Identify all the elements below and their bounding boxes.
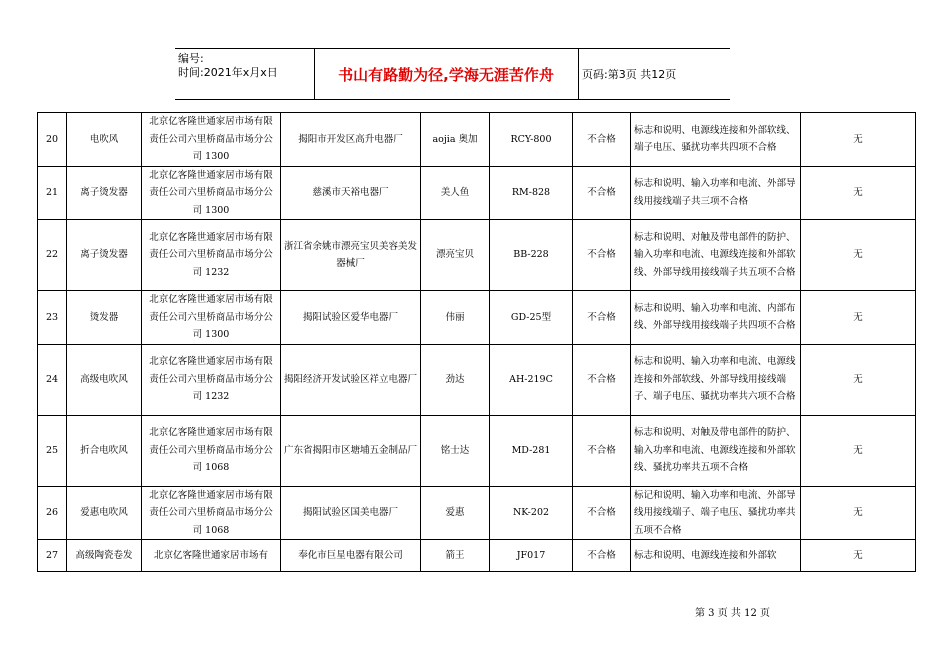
model-number: NK-202 (490, 486, 573, 540)
row-number: 24 (38, 344, 67, 415)
product-name: 折合电吹风 (67, 415, 142, 486)
header-slogan: 书山有路勤为径,学海无涯苦作舟 (338, 65, 554, 84)
seller-name: 北京亿客隆世通家居市场有限责任公司六里桥商品市场分公司 1300 (142, 291, 281, 345)
serial-label: 编号: (178, 52, 204, 65)
seller-name: 北京亿客隆世通家居市场有限责任公司六里桥商品市场分公司 1300 (142, 113, 281, 167)
product-name: 高级电吹风 (67, 344, 142, 415)
row-number: 20 (38, 113, 67, 167)
product-name: 离子烫发器 (67, 166, 142, 220)
row-number: 25 (38, 415, 67, 486)
table-row (38, 415, 916, 486)
model-number: AH-219C (490, 344, 573, 415)
model-number: RCY-800 (490, 113, 573, 167)
failed-items: 标志和说明、电源线连接和外部软 (631, 540, 801, 572)
date-label: 时间:2021年x月x日 (178, 66, 278, 79)
failed-items: 标志和说明、输入功率和电流、电源线连接和外部软线、外部导线用接线端子、端子电压、骚扰功率共六项不合格 (631, 344, 801, 415)
manufacturer-name: 揭阳市开发区高升电器厂 (281, 113, 421, 167)
table-body (38, 113, 916, 572)
seller-name: 北京亿客隆世通家居市场有限责任公司六里桥商品市场分公司 1232 (142, 220, 281, 291)
header-divider (578, 49, 579, 99)
test-result: 不合格 (573, 540, 631, 572)
row-number: 23 (38, 291, 67, 345)
failed-items: 标志和说明、电源线连接和外部软线、端子电压、骚扰功率共四项不合格 (631, 113, 801, 167)
failed-items: 标志和说明、对触及带电部件的防护、输入功率和电流、电源线连接和外部软线、骚扰功率共五项不合格 (631, 415, 801, 486)
row-number: 26 (38, 486, 67, 540)
failed-items: 标志和说明、输入功率和电流、内部布线、外部导线用接线端子共四项不合格 (631, 291, 801, 345)
test-result: 不合格 (573, 113, 631, 167)
model-number: GD-25型 (490, 291, 573, 345)
model-number: JF017 (490, 540, 573, 572)
model-number: BB-228 (490, 220, 573, 291)
manufacturer-name: 揭阳试验区国美电器厂 (281, 486, 421, 540)
seller-name: 北京亿客隆世通家居市场有限责任公司六里桥商品市场分公司 1300 (142, 166, 281, 220)
seller-name: 北京亿客隆世通家居市场有限责任公司六里桥商品市场分公司 1068 (142, 415, 281, 486)
product-name: 烫发器 (67, 291, 142, 345)
brand-name: 箭王 (421, 540, 490, 572)
remark: 无 (801, 220, 916, 291)
product-name: 离子烫发器 (67, 220, 142, 291)
model-number: MD-281 (490, 415, 573, 486)
remark: 无 (801, 166, 916, 220)
row-number: 27 (38, 540, 67, 572)
remark: 无 (801, 291, 916, 345)
remark: 无 (801, 344, 916, 415)
seller-name: 北京亿客隆世通家居市场有限责任公司六里桥商品市场分公司 1068 (142, 486, 281, 540)
table-row (38, 344, 916, 415)
remark: 无 (801, 415, 916, 486)
failed-items: 标志和说明、对触及带电部件的防护、输入功率和电流、电源线连接和外部软线、外部导线用接线端子共五项不合格 (631, 220, 801, 291)
brand-name: 伟丽 (421, 291, 490, 345)
test-result: 不合格 (573, 220, 631, 291)
manufacturer-name: 奉化市巨星电器有限公司 (281, 540, 421, 572)
remark: 无 (801, 486, 916, 540)
manufacturer-name: 浙江省余姚市漂亮宝贝美容美发器械厂 (281, 220, 421, 291)
table-row (38, 220, 916, 291)
row-number: 21 (38, 166, 67, 220)
test-result: 不合格 (573, 415, 631, 486)
table-row (38, 540, 916, 572)
table-row (38, 486, 916, 540)
test-result: 不合格 (573, 486, 631, 540)
seller-name: 北京亿客隆世通家居市场有限责任公司六里桥商品市场分公司 1232 (142, 344, 281, 415)
table-row (38, 166, 916, 220)
product-name: 高级陶瓷卷发 (67, 540, 142, 572)
failed-items: 标志和说明、输入功率和电流、外部导线用接线端子共三项不合格 (631, 166, 801, 220)
failed-items: 标记和说明、输入功率和电流、外部导线用接线端子、端子电压、骚扰功率共五项不合格 (631, 486, 801, 540)
table-row (38, 113, 916, 167)
header-page-info: 页码:第3页 共12页 (582, 68, 677, 81)
test-result: 不合格 (573, 291, 631, 345)
seller-name: 北京亿客隆世通家居市场有 (142, 540, 281, 572)
manufacturer-name: 慈溪市天裕电器厂 (281, 166, 421, 220)
test-result: 不合格 (573, 344, 631, 415)
page-footer: 第 3 页 共 12 页 (695, 608, 770, 619)
manufacturer-name: 揭阳试验区爱华电器厂 (281, 291, 421, 345)
brand-name: 漂亮宝贝 (421, 220, 490, 291)
row-number: 22 (38, 220, 67, 291)
product-name: 爱惠电吹风 (67, 486, 142, 540)
header-meta (178, 52, 278, 80)
brand-name: 劲达 (421, 344, 490, 415)
brand-name: 爱惠 (421, 486, 490, 540)
brand-name: 铭士达 (421, 415, 490, 486)
brand-name: aojia 奥加 (421, 113, 490, 167)
remark: 无 (801, 540, 916, 572)
table-row (38, 291, 916, 345)
model-number: RM-828 (490, 166, 573, 220)
inspection-table (37, 112, 916, 572)
manufacturer-name: 揭阳经济开发试验区祥立电器厂 (281, 344, 421, 415)
page-header (175, 48, 730, 100)
remark: 无 (801, 113, 916, 167)
brand-name: 美人鱼 (421, 166, 490, 220)
product-name: 电吹风 (67, 113, 142, 167)
test-result: 不合格 (573, 166, 631, 220)
manufacturer-name: 广东省揭阳市区塘埔五金制品厂 (281, 415, 421, 486)
